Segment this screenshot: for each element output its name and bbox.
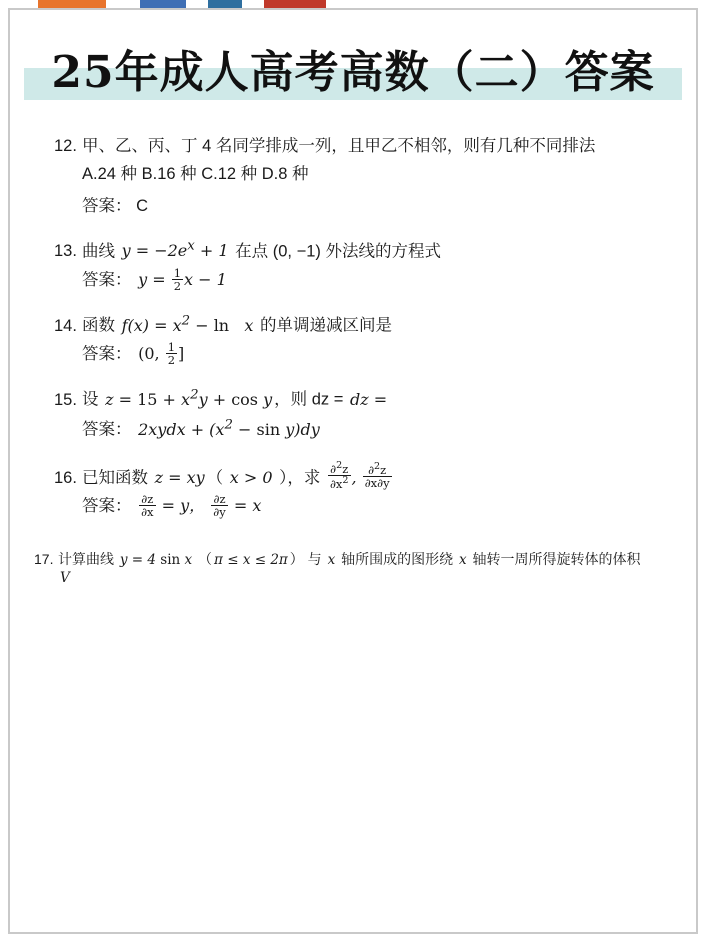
question-answer bbox=[82, 264, 656, 297]
question-text: 已知函数 z = xy （ x > 0 ），求 $\frac{\partial^2z}{\partial x^2}$ , $\frac{\partial^2z}{\partial x\partial y}$ bbox=[82, 461, 656, 491]
answer-value: C bbox=[136, 197, 149, 216]
question-text bbox=[82, 385, 656, 412]
question-formula: $z = 15 + x^2y + \cos y$ bbox=[105, 387, 273, 409]
answer-formula: 2xydx + $(x^2 - \sin y)dy$ bbox=[138, 417, 320, 439]
question-number: 14. bbox=[54, 316, 77, 335]
question-number: 15. bbox=[54, 390, 77, 409]
question-text-prefix: 设 bbox=[82, 390, 104, 409]
question-answer bbox=[82, 490, 656, 523]
question-15 bbox=[54, 385, 656, 446]
answer-formula: $\frac{\partial z}{\partial x}$ = y， $\frac{\partial z}{\partial y}$ = x bbox=[141, 492, 262, 520]
question-text-suffix: 在点 (0, −1) 外法线的方程式 bbox=[230, 242, 441, 261]
question-17 bbox=[34, 549, 656, 586]
question-number: 12. bbox=[54, 137, 77, 155]
question-text-suffix: 的单调递减区间是 bbox=[255, 316, 392, 335]
question-formula: $y = -2e^x + 1$ bbox=[121, 239, 229, 261]
question-text: 甲、乙、丙、丁 4 名同学排成一列，且甲乙不相邻，则有几种不同排法 bbox=[82, 137, 596, 155]
blue-block bbox=[140, 0, 186, 8]
answer-label: 答案： bbox=[82, 271, 132, 290]
question-options: A.24 种 B.16 种 C.12 种 D.8 种 bbox=[82, 164, 309, 183]
answer-label: 答案： bbox=[82, 345, 132, 364]
question-text-suffix: ，则 dz = bbox=[274, 390, 344, 409]
question-number: 13. bbox=[54, 242, 77, 261]
question-formula-dz: dz = bbox=[349, 389, 388, 409]
question-text-prefix: 已知函数 bbox=[82, 468, 153, 487]
question-12 bbox=[54, 134, 656, 223]
questions-list bbox=[10, 106, 696, 586]
answer-label: 答案： bbox=[82, 497, 132, 516]
page-title bbox=[10, 40, 696, 106]
question-answer bbox=[82, 412, 656, 446]
question-13 bbox=[54, 237, 656, 297]
question-16 bbox=[54, 461, 656, 524]
question-14 bbox=[54, 311, 656, 371]
question-formula-partials: $\frac{\partial^2z}{\partial x^2}$ , $\frac{\partial^2z}{\partial x\partial y}$ bbox=[329, 459, 390, 491]
question-text-prefix: 函数 bbox=[82, 316, 120, 335]
question-text: 计算曲线 y = 4 sin x （ π ≤ x ≤ 2π ） 与 x 轴所围成的图形绕 x 轴转一周所得旋转体的体积 V bbox=[58, 551, 641, 587]
teal-block bbox=[208, 0, 242, 8]
question-formula: z = xy bbox=[154, 467, 205, 487]
red-block bbox=[264, 0, 326, 8]
answer-label: 答案： bbox=[82, 197, 132, 216]
question-formula: $f(x) = x^2 - \ln x$ bbox=[121, 313, 254, 335]
orange-block bbox=[38, 0, 106, 8]
question-number: 17. bbox=[34, 551, 54, 568]
question-number: 16. bbox=[54, 468, 77, 487]
document-page bbox=[8, 8, 698, 934]
question-text bbox=[82, 237, 656, 264]
question-text bbox=[82, 311, 656, 338]
question-text-prefix: 曲线 bbox=[82, 242, 120, 261]
question-answer bbox=[82, 190, 656, 223]
answer-formula: y = $\frac{1}{2}$ x − 1 bbox=[138, 265, 227, 293]
answer-label: 答案： bbox=[82, 420, 132, 439]
answer-formula: (0, $\frac{1}{2}$ ] bbox=[138, 340, 185, 368]
question-answer bbox=[82, 338, 656, 371]
title-text: 25年成人高考高数（二）答案 bbox=[51, 47, 655, 98]
